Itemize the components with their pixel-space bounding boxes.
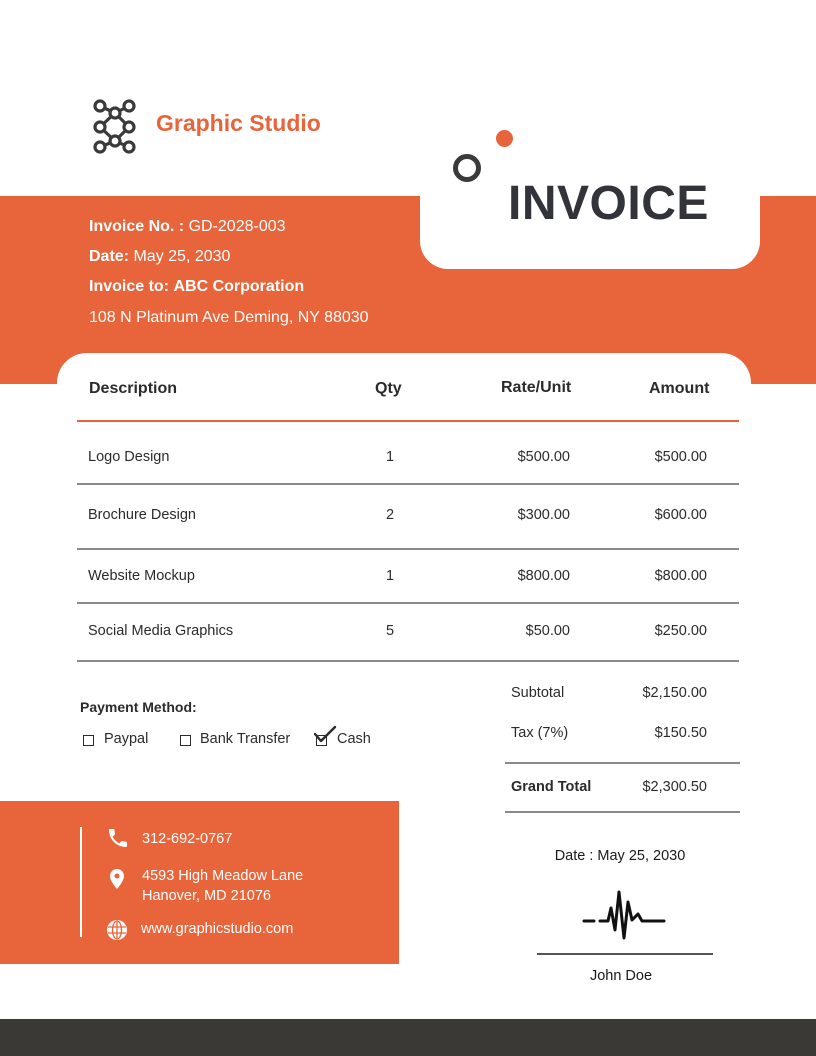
contact-phone: 312-692-0767 (142, 831, 233, 847)
row-2-amount: $600.00 (654, 507, 707, 523)
invoice-number-line (89, 218, 286, 236)
tax-label: Tax (7%) (511, 725, 569, 741)
totals-divider (505, 762, 740, 764)
invoice-title: INVOICE (508, 177, 709, 230)
header-qty: Qty (375, 380, 402, 397)
totals-divider (505, 811, 740, 813)
client-address: 108 N Platinum Ave Deming, NY 88030 (89, 309, 369, 326)
paypal-checkbox[interactable] (83, 735, 94, 746)
paypal-label: Paypal (104, 731, 149, 747)
decor-ring (453, 154, 481, 182)
tax-value: $150.50 (654, 725, 707, 741)
decor-dot (496, 130, 513, 147)
grand-total-value: $2,300.50 (642, 779, 707, 795)
row-divider (77, 548, 739, 550)
globe-icon (105, 918, 129, 942)
row-2-description: Brochure Design (88, 507, 196, 523)
row-2-rate: $300.00 (517, 507, 570, 523)
header-divider (77, 420, 739, 422)
brand-name: Graphic Studio (156, 110, 321, 136)
row-4-description: Social Media Graphics (88, 623, 234, 639)
row-4-qty: 5 (385, 623, 395, 639)
signature-date: Date : May 25, 2030 (554, 848, 686, 864)
row-1-rate: $500.00 (517, 449, 570, 465)
signatory-name: John Doe (589, 968, 653, 984)
header-amount: Amount (649, 380, 710, 397)
subtotal-value: $2,150.00 (642, 685, 707, 701)
bank-transfer-label: Bank Transfer (200, 731, 291, 747)
invoice-to-line (89, 278, 304, 296)
row-3-description: Website Mockup (88, 568, 195, 584)
contact-address-line1: 4593 High Meadow Lane (142, 868, 304, 884)
row-4-amount: $250.00 (654, 623, 707, 639)
invoice-to-client: ABC Corporation (173, 278, 305, 295)
invoice-date: May 25, 2030 (133, 248, 231, 265)
row-1-amount: $500.00 (654, 449, 707, 465)
payment-method-label: Payment Method: (80, 699, 197, 715)
signature-line (537, 953, 713, 955)
location-pin-icon (105, 867, 129, 891)
invoice-to-label: Invoice to: (89, 278, 170, 295)
row-divider (77, 602, 739, 604)
cash-label: Cash (337, 731, 371, 747)
row-3-qty: 1 (385, 568, 395, 584)
contact-divider (80, 827, 82, 937)
contact-website[interactable]: www.graphicstudio.com (141, 921, 294, 937)
logo-icon (88, 98, 144, 154)
header-rate: Rate/Unit (501, 379, 572, 396)
subtotal-label: Subtotal (511, 685, 565, 701)
phone-icon (106, 826, 130, 850)
footer-bar (0, 1019, 816, 1056)
row-1-description: Logo Design (88, 449, 170, 465)
row-4-rate: $50.00 (525, 623, 570, 639)
row-2-qty: 2 (385, 507, 395, 523)
invoice-number: GD-2028-003 (188, 218, 286, 235)
header-description: Description (89, 380, 178, 397)
bank-transfer-checkbox[interactable] (180, 735, 191, 746)
contact-address-line2: Hanover, MD 21076 (142, 888, 271, 904)
invoice-date-line (89, 248, 230, 266)
signature-image (580, 886, 670, 944)
row-3-amount: $800.00 (654, 568, 707, 584)
invoice-date-label: Date: (89, 248, 130, 265)
row-3-rate: $800.00 (517, 568, 570, 584)
invoice-number-label: Invoice No. : (89, 218, 185, 235)
row-divider (77, 483, 739, 485)
checkmark-icon (313, 724, 337, 744)
row-1-qty: 1 (385, 449, 395, 465)
row-divider (77, 660, 739, 662)
grand-total-label: Grand Total (511, 779, 592, 795)
